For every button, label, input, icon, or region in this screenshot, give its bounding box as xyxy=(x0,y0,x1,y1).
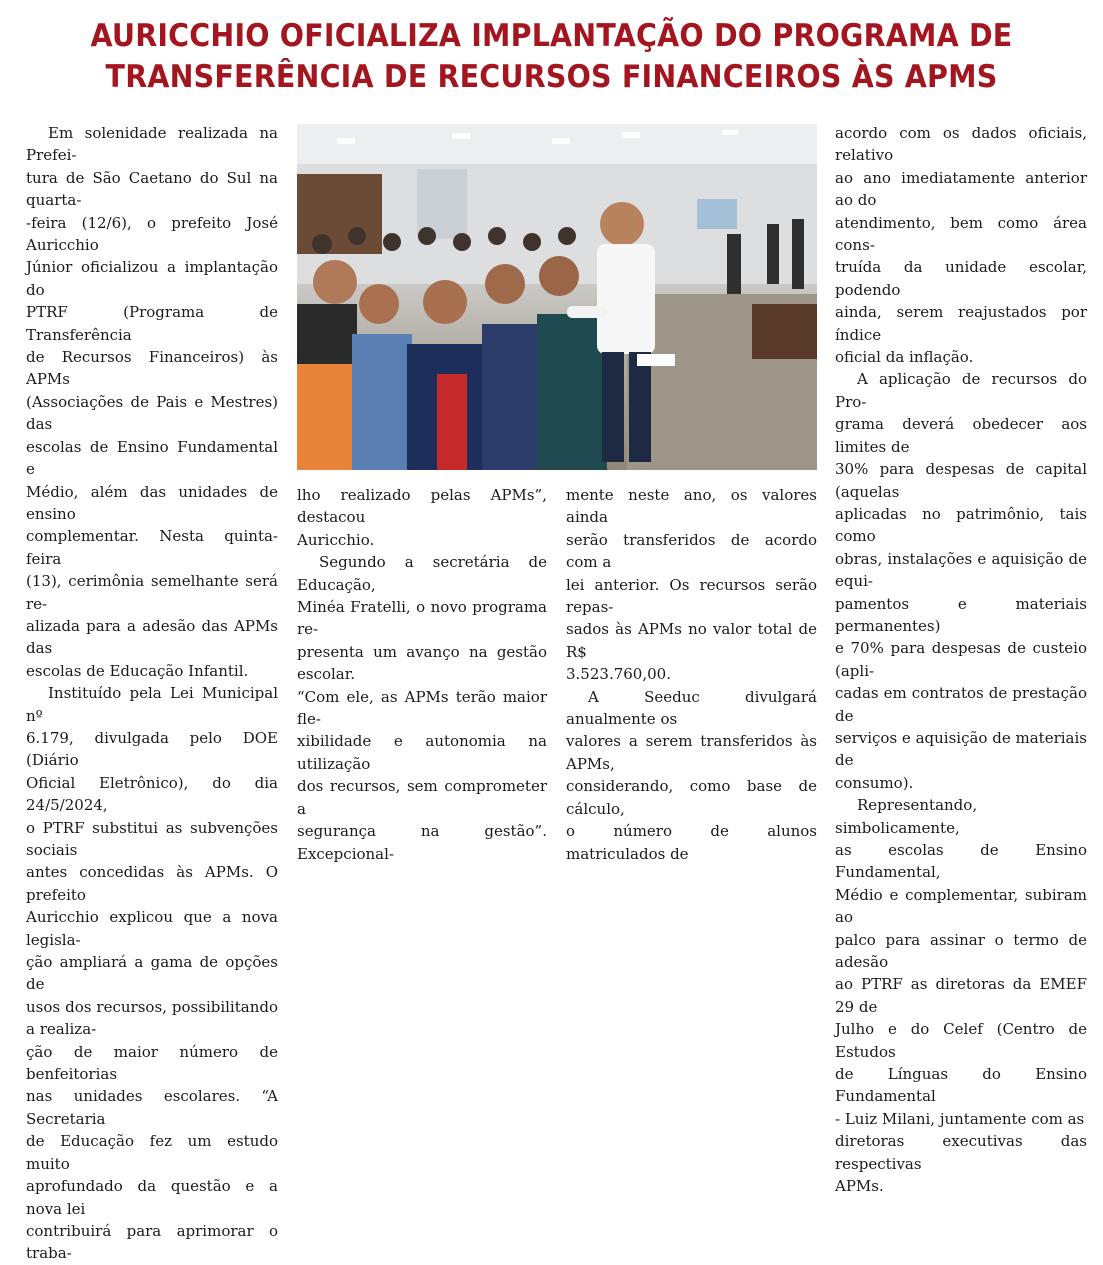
article-column-2 xyxy=(297,484,547,865)
paragraph-secretary-continued: mente neste ano, os valores ainda serão transferidos de acordo com a lei anterior. Os recursos serão repas- sados às APMs no valor total de R$ 3.523.760,00. xyxy=(566,486,817,684)
paragraph-seeduc: A Seeduc divulgará anualmente os valores a serem transferidos às APMs, considerando, como base de cálculo, o número de alunos matriculados de xyxy=(566,687,817,863)
article-column-1 xyxy=(26,122,278,1265)
paragraph-seeduc-continued: acordo com os dados oficiais, relativo ao ano imediatamente anterior ao do atendimento, bem como área cons- truída da unidade escolar, podendo ainda, serem reajustados por índice oficial da inflação. xyxy=(835,124,1087,367)
paragraph-limits: A aplicação de recursos do Pro- grama deverá obedecer aos limites de 30% para despesas de capital (aquelas aplicadas no patrimônio, tais como obras, instalações e aquisição de equi- pamentos e materiais permanentes) e 70% para despesas de custeio (apli- cadas em contratos de prestação de serviços e aquisição de materiais de consumo). xyxy=(835,370,1087,792)
paragraph-secretary: Segundo a secretária de Educação, Minéa Fratelli, o novo programa re- presenta um avanço na gestão escolar. “Com ele, as APMs terão maior fle- xibilidade e autonomia na utilização dos recursos, sem comprometer a segurança na gestão”. Excepcional- xyxy=(297,553,547,863)
paragraph-representation: Representando, simbolicamente, as escolas de Ensino Fundamental, Médio e complementar, subiram ao palco para assinar o termo de adesão ao PTRF as diretoras da EMEF 29 de Julho e do Celef (Centro de Estudos de Línguas do Ensino Fundamental - Luiz Milani, juntamente com as diretoras executivas das respectivas APMs. xyxy=(835,796,1087,1196)
paragraph-ceremony: Em solenidade realizada na Prefei- tura de São Caetano do Sul na quarta- -feira (12/6), o prefeito José Auricchio Júnior oficializou a implantação do PTRF (Programa de Transferência de Recursos Financeiros) às APMs (Associações de Pais e Mestres) das escolas de Ensino Fundamental e Médio, além das unidades de ensino complementar. Nesta quinta-feira (13), cerimônia semelhante será re- alizada para a adesão das APMs das escolas de Educação Infantil. xyxy=(26,124,278,680)
event-photo xyxy=(297,124,817,470)
event-photo-illustration xyxy=(297,124,817,470)
paragraph-law-continued: lho realizado pelas APMs”, destacou Auricchio. xyxy=(297,486,547,549)
article-column-3 xyxy=(566,484,817,865)
article-column-4 xyxy=(835,122,1087,1198)
paragraph-law: Instituído pela Lei Municipal nº 6.179, divulgada pelo DOE (Diário Oficial Eletrônico), do dia 24/5/2024, o PTRF substitui as subvenções sociais antes concedidas às APMs. O prefeito Auricchio explicou que a nova legisla- ção ampliará a gama de opções de usos dos recursos, possibilitando a realiza- ção de maior número de benfeitorias nas unidades escolares. “A Secretaria de Educação fez um estudo muito aprofundado da questão e a nova lei contribuirá para aprimorar o traba- xyxy=(26,684,278,1263)
headline: AURICCHIO OFICIALIZA IMPLANTAÇÃO DO PROGRAMA DE TRANSFERÊNCIA DE RECURSOS FINANCEIROS ÀS APMS xyxy=(90,18,1013,95)
